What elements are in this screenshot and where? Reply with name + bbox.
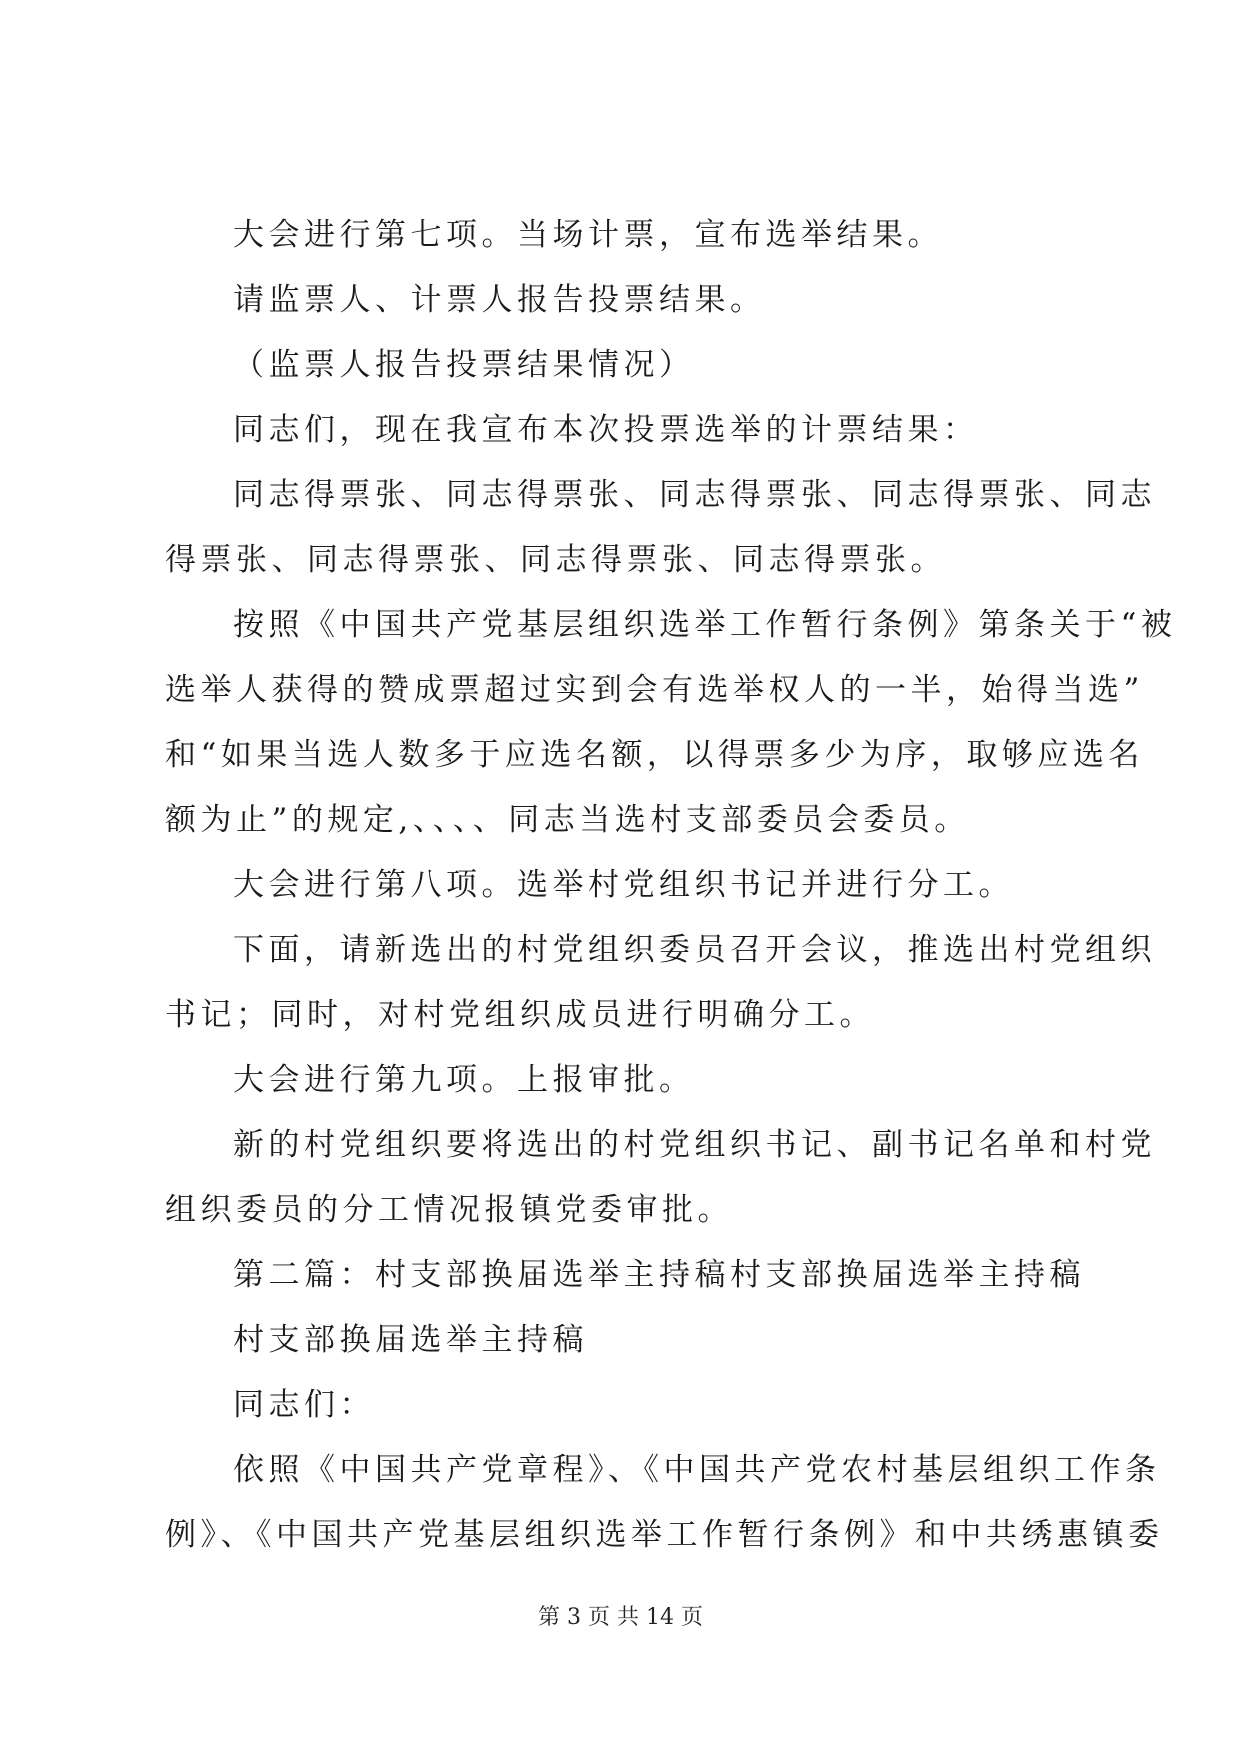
section-subtitle: 村支部换届选举主持稿 (233, 1322, 588, 1358)
paragraph-line: 请监票人、计票人报告投票结果。 (233, 282, 766, 318)
paragraph-line: 新的村党组织要将选出的村党组织书记、副书记名单和村党 (233, 1127, 1156, 1163)
paragraph-line: 大会进行第九项。上报审批。 (233, 1062, 695, 1098)
section-heading: 第二篇：村支部换届选举主持稿村支部换届选举主持稿 (233, 1257, 1085, 1293)
paragraph-line: 按照《中国共产党基层组织选举工作暂行条例》第条关于“被 (233, 607, 1177, 643)
paragraph-line: 例》、《中国共产党基层组织选举工作暂行条例》和中共绣惠镇委 (165, 1517, 1164, 1553)
paragraph-line: 得票张、同志得票张、同志得票张、同志得票张。 (165, 542, 946, 578)
paragraph-line: 和“如果当选人数多于应选名额，以得票多少为序，取够应选名 (165, 737, 1144, 773)
page-number-footer: 第 3 页 共 14 页 (538, 1605, 703, 1630)
salutation: 同志们： (233, 1387, 375, 1423)
paragraph-line: 书记；同时，对村党组织成员进行明确分工。 (165, 997, 875, 1033)
paragraph-line: 大会进行第七项。当场计票，宣布选举结果。 (233, 217, 943, 253)
paragraph-line: 组织委员的分工情况报镇党委审批。 (165, 1192, 733, 1228)
paragraph-line: 同志们，现在我宣布本次投票选举的计票结果： (233, 412, 979, 448)
paragraph-line: 下面，请新选出的村党组织委员召开会议，推选出村党组织 (233, 932, 1156, 968)
paragraph-line: 额为止”的规定,、、、、同志当选村支部委员会委员。 (165, 802, 970, 838)
paragraph-line: 同志得票张、同志得票张、同志得票张、同志得票张、同志 (233, 477, 1156, 513)
paragraph-line: 依照《中国共产党章程》、《中国共产党农村基层组织工作条 (233, 1452, 1161, 1488)
paragraph-line: （监票人报告投票结果情况） (233, 347, 695, 383)
paragraph-line: 大会进行第八项。选举村党组织书记并进行分工。 (233, 867, 1014, 903)
paragraph-line: 选举人获得的赞成票超过实到会有选举权人的一半，始得当选” (165, 672, 1144, 708)
